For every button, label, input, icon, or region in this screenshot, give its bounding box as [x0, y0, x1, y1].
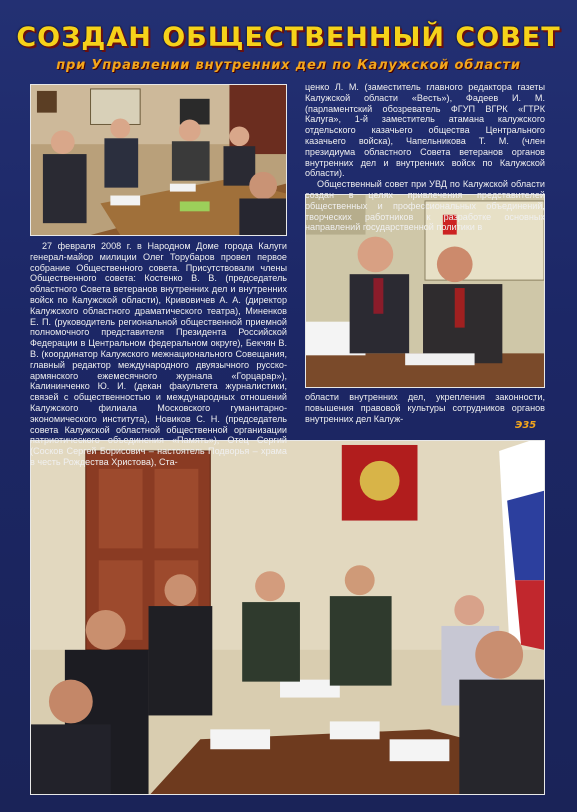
- article-paragraph-right-3: области внутренних дел, укрепления законности, повышения правовой культуры сотрудников органов внутренних дел Калуж-: [305, 392, 545, 424]
- article-column-right-top: [305, 82, 545, 233]
- meeting-photo-top-left-image: [31, 85, 286, 235]
- article-title: СОЗДАН ОБЩЕСТВЕННЫЙ СОВЕТ: [16, 22, 561, 53]
- article-subtitle: при Управлении внутренних дел по Калужской области: [56, 58, 521, 73]
- meeting-photo-bottom-image: [31, 441, 544, 794]
- article-paragraph-right-2: Общественный совет при УВД по Калужской области создан в целях привлечения представителей общественных и профессиональных объединений, творческих работников к разработке основных направлений государственной политики в: [305, 179, 545, 233]
- article-column-right-bottom: [305, 392, 545, 424]
- article-column-left: [30, 241, 287, 468]
- page-number: Э35: [515, 420, 537, 431]
- article-paragraph-right-1: ценко Л. М. (заместитель главного редактора газеты Калужской области «Весть»), Фадеев И. М. (парламентский обозреватель ФГУП ВГРК «ГТРК Калуга», 1-й заместитель атамана калужского отдельского казачьего общества Центрального казачьего войска), Чапельникова Т. М. (член президиума областного Совета ветеранов органов внутренних дел и внутренних войск по Калужской области).: [305, 82, 545, 179]
- meeting-photo-top-left: [30, 84, 287, 236]
- meeting-photo-bottom: [30, 440, 545, 795]
- article-paragraph-left: 27 февраля 2008 г. в Народном Доме города Калуги генерал-майор милиции Олег Торубаров провел первое собрание Общественного совета. Присутствовали члены Общественного совета: Костенко В. В. (председатель областного Совета ветеранов внутренних дел и внутренних войск по Калужской области), Кривовичев А. А. (директор Калужского областного драматического театра), Миненков Е. П. (руководитель региональной общественной приемной полномочного представителя Президента Российской Федерации в Центральном федеральном округе), Бекчян В. В. (координатор Калужского межнационального Совещания, главный редактор международного двуязычного русско-армянского ежемесячного журнала «Горцарар»), Калининченко Ю. И. (декан факультета журналистики, связей с общественностью и международных отношений Калужского филиала Московского гуманитарно-экономического института), Новиков С. Н. (председатель совета Калужской областной общественной организации патриотического объединения «Память»), Отец Сергий (Сосков Сергей Борисович – настоятель Подворья – храма в честь Рождества Христова), Ста-: [30, 241, 287, 467]
